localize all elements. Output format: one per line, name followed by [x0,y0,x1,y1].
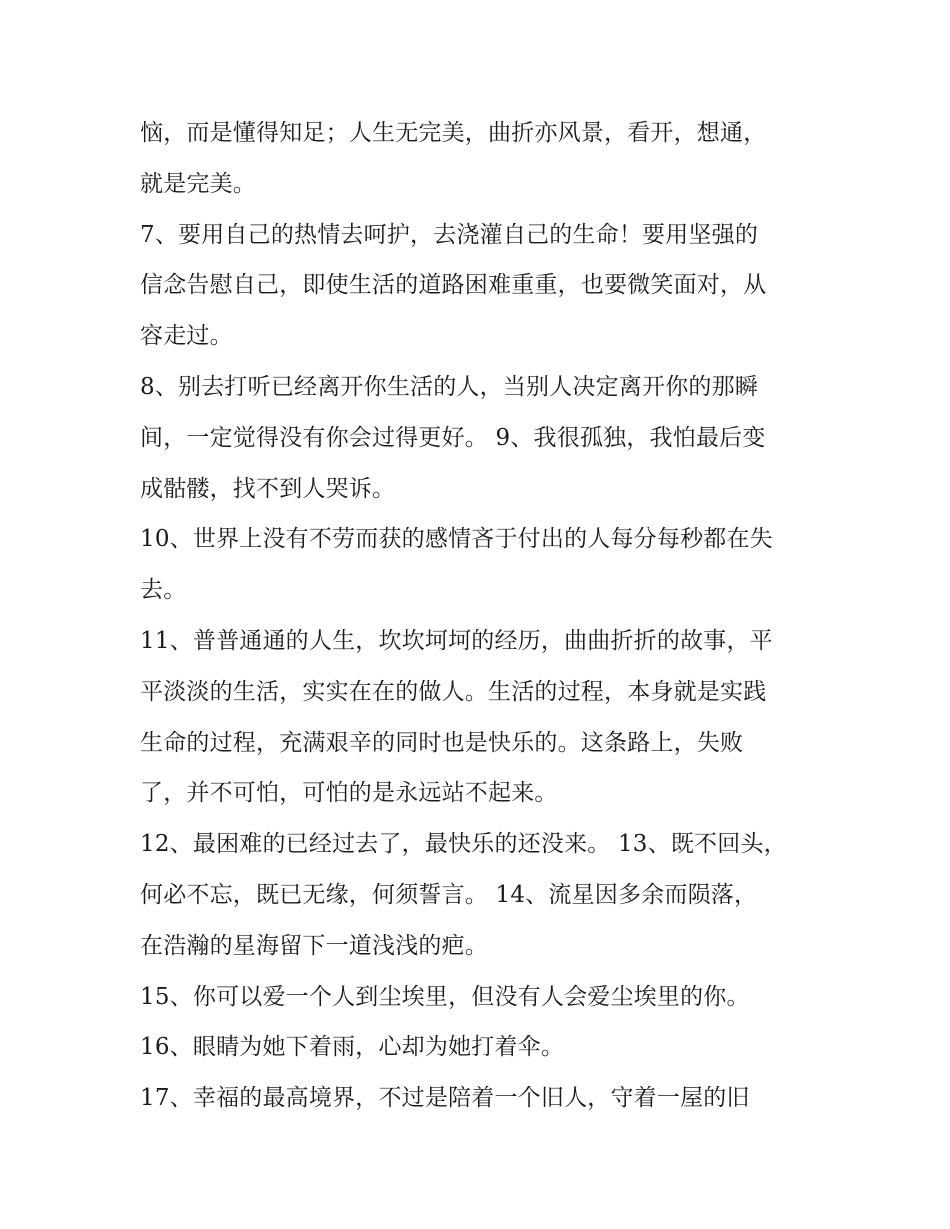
text-line: 在浩瀚的星海留下一道浅浅的疤。 [140,932,488,959]
text-line: 生命的过程，充满艰辛的同时也是快乐的。这条路上，失败 [140,729,744,756]
text-line: 12、最困难的已经过去了，最快乐的还没来。 13、既不回头， [140,831,787,858]
text-line: 间，一定觉得没有你会过得更好。 9、我很孤独，我怕最后变 [140,424,766,451]
text-line: 15、你可以爱一个人到尘埃里，但没有人会爱尘埃里的你。 [140,983,750,1010]
text-line: 17、幸福的最高境界，不过是陪着一个旧人，守着一屋的旧 [140,1085,750,1112]
text-line: 16、眼睛为她下着雨，心却为她打着伞。 [140,1034,565,1061]
text-line: 10、世界上没有不劳而获的感情吝于付出的人每分每秒都在失 [140,526,773,553]
text-line: 恼，而是懂得知足；人生无完美，曲折亦风景，看开，想通， [140,120,767,146]
text-line: 去。 [140,577,187,604]
text-line: 平淡淡的生活，实实在在的做人。生活的过程，本身就是实践 [140,678,767,705]
text-line: 就是完美。 [140,170,256,197]
text-line: 何必不忘，既已无缘，何须誓言。 14、流星因多余而陨落， [140,881,758,908]
text-line: 信念告慰自己，即使生活的道路困难重重，也要微笑面对，从 [140,272,767,299]
text-line: 容走过。 [140,323,233,350]
text-line: 了，并不可怕，可怕的是永远站不起来。 [140,780,558,807]
text-line: 8、别去打听已经离开你生活的人，当别人决定离开你的那瞬 [140,373,759,400]
document-body [140,108,820,1124]
text-line: 成骷髅，找不到人哭诉。 [140,475,396,502]
text-line: 11、普普通通的人生，坎坎坷坷的经历，曲曲折折的故事，平 [140,627,773,654]
text-line: 7、要用自己的热情去呵护，去浇灌自己的生命！要用坚强的 [140,221,759,248]
